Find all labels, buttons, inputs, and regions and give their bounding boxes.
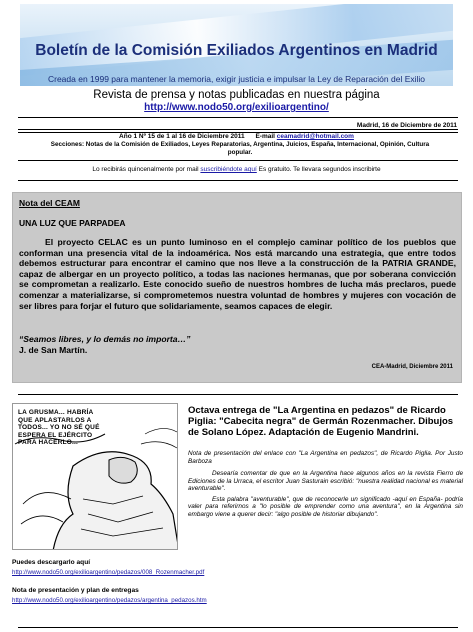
issue-number: Año 1 Nº 15 de 1 al 16 de Diciembre 2011 [119,133,245,140]
article-paragraph-1: Desearía comentar de que en la Argentina hace algunos años en la revista Fierro de Ediciones de la Urraca, el escritor Juan Sasturain escribió: "nuestra realidad nacional es material aventurable". [188,470,463,493]
note-label: Nota del CEAM [19,198,80,208]
article-title: Octava entrega de "La Argentina en pedazos" de Ricardo Piglia: "Cabecita negra" de Germán Rozenmacher. Dibujos de Solano López. Adaptación de Eugenio Mandrini. [188,405,454,438]
email-label: E-mail [255,133,275,140]
comic-drawing [13,404,178,550]
subscribe-prefix: Lo recibirás quincenalmente por mail [92,166,199,173]
subscribe-suffix: Es gratuito. Te llevara segundos inscribirte [258,166,381,173]
subscribe-line [0,166,473,173]
tagline: Revista de prensa y notas publicadas en nuestra página [93,89,380,101]
comic-illustration [12,403,178,550]
divider [18,180,458,181]
article-intro [188,450,463,465]
divider [18,394,458,395]
subscribe-link[interactable]: suscribiéndote aquí [200,166,257,173]
presentation-link[interactable]: http://www.nodo50.org/exilioargentino/pedazos/argentina_pedazos.htm [12,597,207,604]
divider [18,160,458,161]
ceam-note-box [12,192,462,383]
banner-subtitle: Creada en 1999 para mantener la memoria, exigir justicia e impulsar la Ley de Reparación del Exilio [47,74,426,84]
note-headline: UNA LUZ QUE PARPADEA [19,218,126,228]
article-intro-text: Nota de presentación del enlace con "La Argentina en pedazos", de Ricardo Piglia. Por Justo Barboza [188,450,463,465]
article-body [188,470,463,519]
download-pdf-link[interactable]: http://www.nodo50.org/exilioargentino/pedazos/008_Rozenmacher.pdf [12,569,205,576]
header-banner [20,4,453,86]
banner-title: Boletín de la Comisión Exiliados Argentinos en Madrid [35,42,438,59]
note-body: El proyecto CELAC es un punto luminoso en el complejo caminar político de los pueblos que conforman una presencia vital de la indoamérica. Nos está marcando una estrategia, que entre todos debemos estructurar para encontrar el camino que nos lleve a la construcción de la PATRIA GRANDE, capaz de albergar en un proyecto político, a todas las naciones hermanas, que por soberana convicción se comprometan a realizarlo. Este conocido sueño de nuestros hombres de lucha más preclaros, puede comenzar a materializarse, si comprometemos nuestra voluntad de hombres y mujeres con vocación de ser libres para forjar el futuro que solidariamente, seamos capaces de elegir. [19,237,456,311]
issue-info [0,133,473,141]
divider [18,627,458,628]
site-link[interactable]: http://www.nodo50.org/exilioargentino/ [144,102,329,113]
dateline: Madrid, 16 de Diciembre de 2011 [356,122,457,129]
note-quote-author: J. de San Martín. [19,345,88,355]
download-label: Puedes descargarlo aquí [12,559,91,566]
sections-list: Secciones: Notas de la Comisión de Exiliados, Leyes Reparatorias, Argentina, Juicios, España, Internacional, Opinión, Cultura popular. [50,141,430,156]
article-paragraph-2: Esta palabra "aventurable", que de reconocerle un significado -aquí en España- podría valer para referirnos a "lo posible de emprender como una aventura", en la Argentina sin embargo viene a querer decir: "algo posible de historiar dibujando". [188,495,463,518]
note-quote: “Seamos libres, y lo demás no importa…” [19,334,191,344]
divider [18,117,458,118]
note-signature: CEA-Madrid, Diciembre 2011 [371,364,453,370]
email-link[interactable]: ceamadrid@hotmail.com [276,133,354,140]
presentation-label: Nota de presentación y plan de entregas [12,587,139,594]
comic-speech-bubble: LA GRUSMA... HABRÍA QUE APLASTARLOS A TODOS... YO NO SÉ QUÉ ESPERA EL EJÉRCITO PARA HACERLO... [18,409,100,447]
